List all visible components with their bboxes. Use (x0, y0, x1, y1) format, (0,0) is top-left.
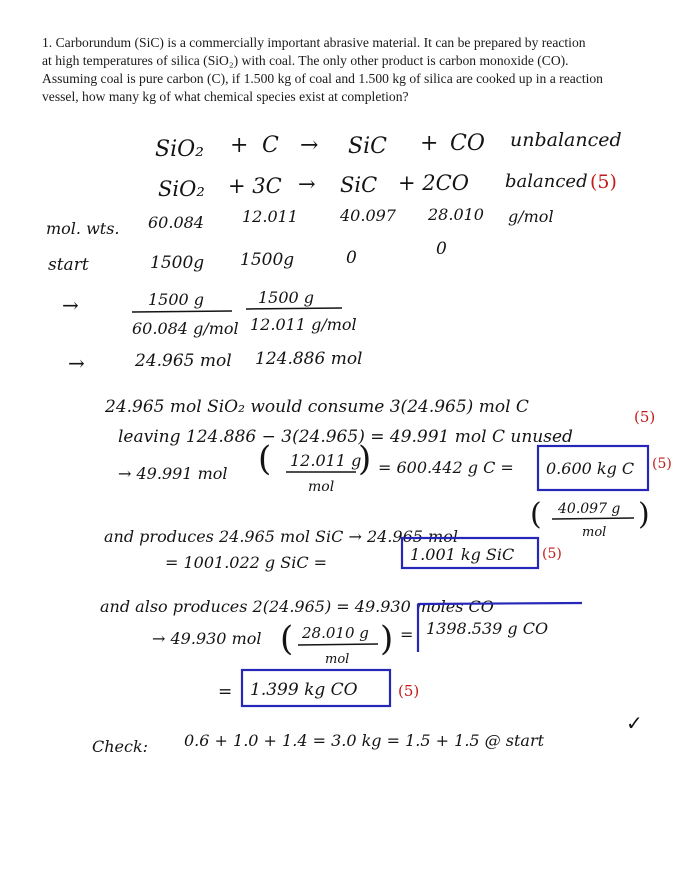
text: leaving 124.886 − 3(24.965) = 49.991 mol C unused (118, 427, 573, 447)
value: 1500g (240, 250, 295, 270)
points-badge: (5) (652, 456, 672, 472)
value: 60.084 (148, 213, 204, 232)
plus: + (420, 131, 439, 156)
answer: 1.399 kg CO (250, 680, 358, 700)
start-row (48, 239, 447, 275)
numerator: 1500 g (258, 288, 315, 307)
balanced-equation (158, 171, 617, 201)
unit: g/mol (508, 207, 554, 226)
answer: 1.001 kg SiC (410, 545, 515, 564)
co-produced-line: and also produces 2(24.965) = 49.930 moles CO (100, 597, 494, 616)
check-label: Check: (92, 737, 149, 756)
arrow: → (68, 351, 85, 375)
value: 1500g (150, 253, 205, 273)
numerator: 28.010 g (302, 624, 369, 642)
problem-line: Assuming coal is pure carbon (C), if 1.500 kg of coal and 1.500 kg of silica are cooked up in a reaction (42, 71, 603, 86)
numerator: 1500 g (148, 290, 205, 309)
co-kg-line (218, 670, 419, 706)
division-row (62, 288, 357, 338)
label: unbalanced (510, 129, 622, 151)
arrow: → (300, 133, 319, 158)
checkmark: ✓ (626, 711, 643, 735)
points-badge: (5) (398, 682, 420, 700)
check-text: 0.6 + 1.0 + 1.4 = 3.0 kg = 1.5 + 1.5 @ start (184, 731, 545, 750)
points-badge: (5) (542, 546, 562, 562)
answer: 1398.539 g CO (426, 619, 549, 638)
problem-line: at high temperatures of silica (SiO₂) with coal. The only other product is carbon monoxide (CO). (42, 53, 569, 68)
value: 124.886 mol (255, 349, 363, 369)
value: 0 (346, 248, 357, 268)
paren: ) (638, 497, 650, 532)
text: = (218, 682, 233, 702)
value: 28.010 (428, 205, 484, 224)
row-label: start (48, 255, 89, 275)
text: → 49.991 mol (118, 464, 228, 483)
problem-line: 1. Carborundum (SiC) is a commercially important abrasive material. It can be prepared by reaction (42, 35, 586, 50)
paren: ) (358, 439, 372, 479)
paren: ( (280, 619, 294, 659)
numerator: 12.011 g (290, 451, 362, 470)
molecular-weights-row (46, 205, 554, 238)
arrow: → (298, 172, 316, 196)
plus: + (230, 133, 249, 158)
denominator: 60.084 g/mol (132, 319, 239, 338)
points-badge: (5) (634, 408, 656, 426)
text: = (400, 625, 414, 644)
sic-produced-line (104, 497, 650, 546)
consume-line: 24.965 mol SiO₂ would consume 3(24.965) mol C (105, 397, 529, 417)
formula: SiC (348, 134, 387, 159)
formula: SiO₂ (158, 177, 205, 201)
value: 24.965 mol (135, 351, 232, 371)
text: and produces 24.965 mol SiC → 24.965 mol (104, 527, 458, 546)
answer: 0.600 kg C (546, 459, 635, 478)
carbon-mass-line (118, 439, 672, 495)
value: 12.011 (242, 207, 298, 226)
formula: SiC (340, 173, 378, 197)
denominator: 12.011 g/mol (250, 315, 357, 334)
paren: ) (380, 619, 394, 659)
formula: C (262, 133, 279, 158)
formula: CO (450, 131, 485, 156)
denominator: mol (308, 479, 335, 495)
denominator: mol (325, 652, 350, 667)
label: balanced (505, 171, 588, 192)
text: = 600.442 g C = (378, 458, 514, 477)
paren: ( (530, 497, 542, 532)
denominator: mol (582, 525, 607, 540)
row-label: mol. wts. (46, 219, 120, 238)
value: 40.097 (340, 206, 396, 225)
text: → 49.930 mol (152, 629, 262, 648)
paren: ( (258, 439, 272, 479)
formula: SiO₂ (155, 137, 204, 162)
text: = 1001.022 g SiC = (165, 553, 328, 572)
formula: + 2CO (398, 171, 469, 195)
numerator: 40.097 g (558, 501, 621, 517)
unbalanced-equation (155, 129, 622, 162)
moles-row (68, 349, 363, 375)
problem-line: vessel, how many kg of what chemical species exist at completion? (42, 89, 409, 104)
check-line (92, 711, 643, 756)
arrow: → (62, 293, 79, 317)
formula: + 3C (228, 174, 282, 198)
value: 0 (436, 239, 447, 259)
points-badge: (5) (590, 171, 617, 193)
